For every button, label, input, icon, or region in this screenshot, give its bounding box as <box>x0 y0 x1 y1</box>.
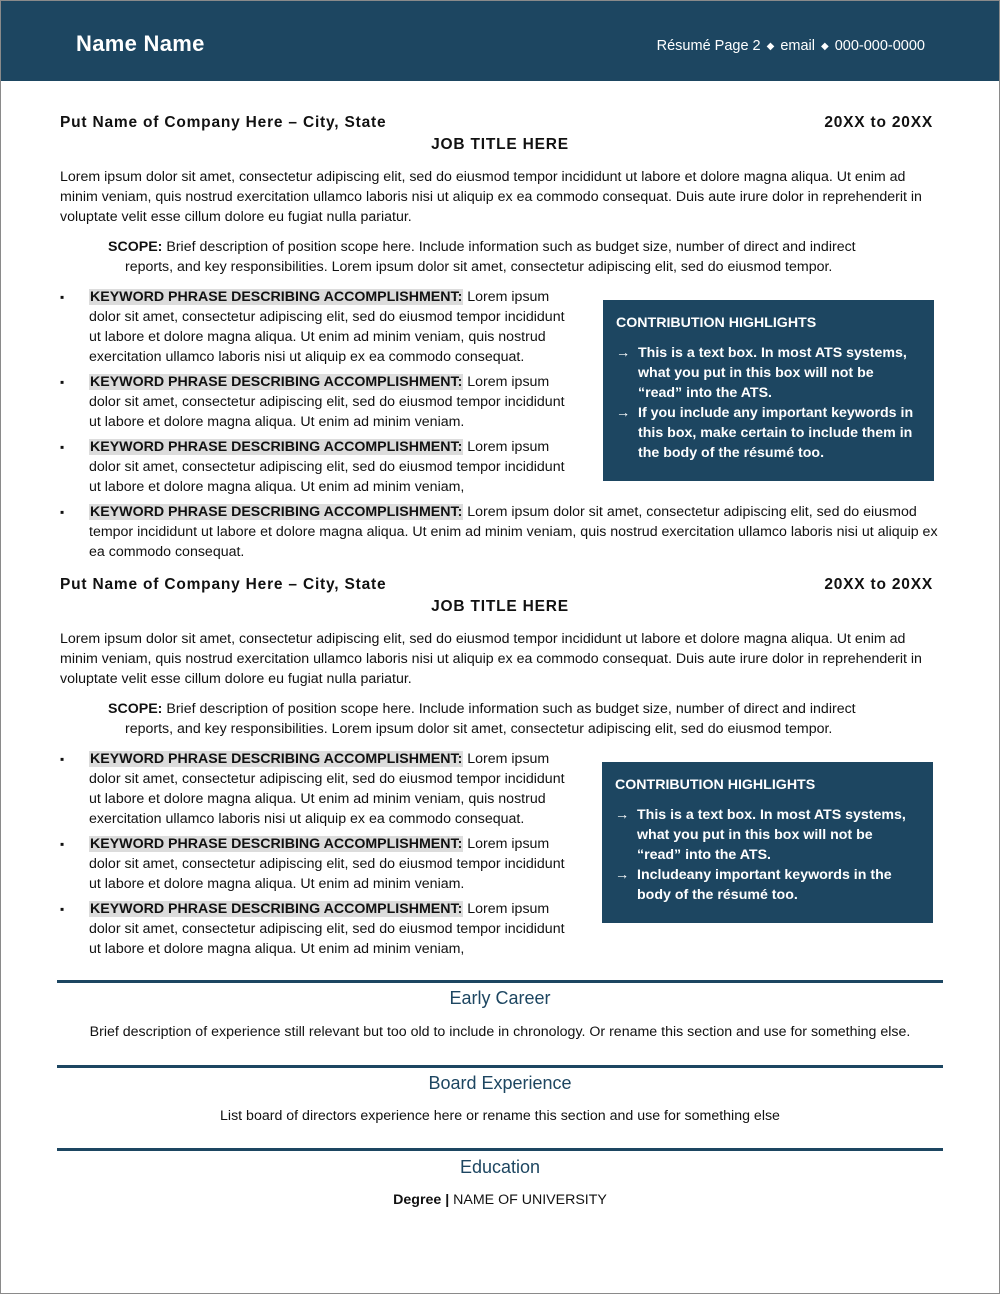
company-name: Put Name of Company Here – City, State <box>60 576 387 593</box>
job-scope <box>60 699 940 739</box>
scope-text: Brief description of position scope here. Include information such as budget size, number of direct and indirect reports, and key responsibilities. Lorem ipsum dolor sit amet, consectetur adipiscing elit, sed do eiusmod tempor. <box>125 701 856 737</box>
diamond-separator-icon: ◆ <box>820 41 829 52</box>
bullet-text: Lorem ipsum dolor sit amet, consectetur adipiscing elit, sed do eiusmod tempor incididunt ut labore et dolore magna aliqua. Ut enim ad minim veniam, <box>89 439 565 495</box>
list-item <box>60 834 580 894</box>
keyword-phrase: KEYWORD PHRASE DESCRIBING ACCOMPLISHMENT: <box>90 836 463 852</box>
company-name: Put Name of Company Here – City, State <box>60 114 387 131</box>
keyword-phrase: KEYWORD PHRASE DESCRIBING ACCOMPLISHMENT: <box>90 751 463 767</box>
highlight-text: If you include any important keywords in this box, make certain to include them in the body of the résumé too. <box>638 405 914 461</box>
list-item <box>60 502 940 562</box>
highlight-item <box>616 403 920 463</box>
highlights-title: CONTRIBUTION HIGHLIGHTS <box>616 315 817 331</box>
keyword-phrase: KEYWORD PHRASE DESCRIBING ACCOMPLISHMENT: <box>90 374 463 390</box>
keyword-phrase: KEYWORD PHRASE DESCRIBING ACCOMPLISHMENT: <box>90 439 463 455</box>
list-item <box>60 899 580 959</box>
email-text: email <box>780 38 815 54</box>
candidate-name: Name Name <box>76 31 205 56</box>
header-bar <box>1 1 999 81</box>
phone-text: 000-000-0000 <box>834 38 925 54</box>
list-item <box>60 437 580 497</box>
job-dates: 20XX to 20XX <box>824 114 933 131</box>
bullet-text: Lorem ipsum dolor sit amet, consectetur adipiscing elit, sed do eiusmod tempor incididunt ut labore et dolore magna aliqua. Ut enim ad minim veniam, <box>89 901 565 957</box>
keyword-phrase: KEYWORD PHRASE DESCRIBING ACCOMPLISHMENT: <box>90 901 463 917</box>
highlight-item <box>615 805 919 865</box>
board-experience-heading: Board Experience <box>428 1073 572 1093</box>
contribution-highlights-box <box>603 300 934 481</box>
job-summary: Lorem ipsum dolor sit amet, consectetur adipiscing elit, sed do eiusmod tempor incididunt ut labore et dolore magna aliqua. Ut enim ad minim veniam, quis nostrud exercitation ullamco laboris nisi ut aliquip ex ea commodo consequat. Duis aute irure dolor in reprehenderit in voluptate velit esse cillum dolore eu fugiat nulla pariatur. <box>60 631 922 687</box>
education-heading: Education <box>459 1157 541 1177</box>
highlight-item <box>615 865 919 905</box>
list-item <box>60 287 580 367</box>
highlight-item <box>616 343 920 403</box>
bullet-text: Lorem ipsum dolor sit amet, consectetur adipiscing elit, sed do eiusmod tempor incididunt ut labore et dolore magna aliqua. Ut enim ad minim veniam, quis nostrud exercitation ullamco laboris nisi ut aliquip ex ea commodo consequat. <box>89 751 565 827</box>
early-career-heading: Early Career <box>449 988 551 1008</box>
scope-label: SCOPE: <box>108 701 163 717</box>
list-item <box>60 749 580 829</box>
job-scope <box>60 237 940 277</box>
job-summary: Lorem ipsum dolor sit amet, consectetur adipiscing elit, sed do eiusmod tempor incididunt ut labore et dolore magna aliqua. Ut enim ad minim veniam, quis nostrud exercitation ullamco laboris nisi ut aliquip ex ea commodo consequat. Duis aute irure dolor in reprehenderit in voluptate velit esse cillum dolore eu fugiat nulla pariatur. <box>60 169 922 225</box>
arrow-right-icon: → <box>616 405 631 421</box>
education-line <box>57 1190 943 1210</box>
section-divider <box>57 1065 943 1068</box>
bullet-text: Lorem ipsum dolor sit amet, consectetur adipiscing elit, sed do eiusmod tempor incididunt ut labore et dolore magna aliqua. Ut enim ad minim veniam, quis nostrud exercitation ullamco laboris nisi ut aliquip ex ea commodo consequat. <box>89 289 565 365</box>
highlight-text: Includeany important keywords in the body of the résumé too. <box>637 867 892 903</box>
contribution-highlights-box <box>602 762 933 923</box>
scope-text: Brief description of position scope here. Include information such as budget size, number of direct and indirect reports, and key responsibilities. Lorem ipsum dolor sit amet, consectetur adipiscing elit, sed do eiusmod tempor. <box>125 239 856 275</box>
bullet-text: Lorem ipsum dolor sit amet, consectetur adipiscing elit, sed do eiusmod tempor incididunt ut labore et dolore magna aliqua. Ut enim ad minim veniam. <box>89 836 565 892</box>
keyword-phrase: KEYWORD PHRASE DESCRIBING ACCOMPLISHMENT: <box>90 504 463 520</box>
highlight-text: This is a text box. In most ATS systems, what you put in this box will not be “read” into the ATS. <box>638 345 907 401</box>
section-divider <box>57 980 943 983</box>
company-row <box>60 576 940 598</box>
highlights-title: CONTRIBUTION HIGHLIGHTS <box>615 777 816 793</box>
degree-text: Degree <box>393 1192 442 1208</box>
highlight-text: This is a text box. In most ATS systems, what you put in this box will not be “read” into the ATS. <box>637 807 906 863</box>
early-career-text: Brief description of experience still relevant but too old to include in chronology. Or rename this section and use for something else. <box>89 1024 911 1040</box>
job-title: JOB TITLE HERE <box>431 136 569 153</box>
diamond-separator-icon: ◆ <box>766 41 775 52</box>
section-divider <box>57 1148 943 1151</box>
arrow-right-icon: → <box>615 807 630 823</box>
keyword-phrase: KEYWORD PHRASE DESCRIBING ACCOMPLISHMENT: <box>90 289 463 305</box>
contact-line <box>657 38 925 54</box>
list-item <box>60 372 580 432</box>
education-divider: | <box>445 1192 450 1208</box>
job-dates: 20XX to 20XX <box>824 576 933 593</box>
bullet-text: Lorem ipsum dolor sit amet, consectetur adipiscing elit, sed do eiusmod tempor incididunt ut labore et dolore magna aliqua. Ut enim ad minim veniam. <box>89 374 565 430</box>
job-title: JOB TITLE HERE <box>431 598 569 615</box>
arrow-right-icon: → <box>616 345 631 361</box>
company-row <box>60 114 940 136</box>
bullet-text: Lorem ipsum dolor sit amet, consectetur adipiscing elit, sed do eiusmod tempor incididunt ut labore et dolore magna aliqua. Ut enim ad minim veniam, quis nostrud exercitation ullamco laboris nisi ut aliquip ex ea commodo consequat. <box>89 504 938 560</box>
board-experience-text: List board of directors experience here or rename this section and use for something else <box>220 1108 780 1124</box>
page-label: Résumé Page 2 <box>656 38 761 54</box>
scope-label: SCOPE: <box>108 239 163 255</box>
arrow-right-icon: → <box>615 867 630 883</box>
university-name: NAME OF UNIVERSITY <box>453 1192 607 1208</box>
